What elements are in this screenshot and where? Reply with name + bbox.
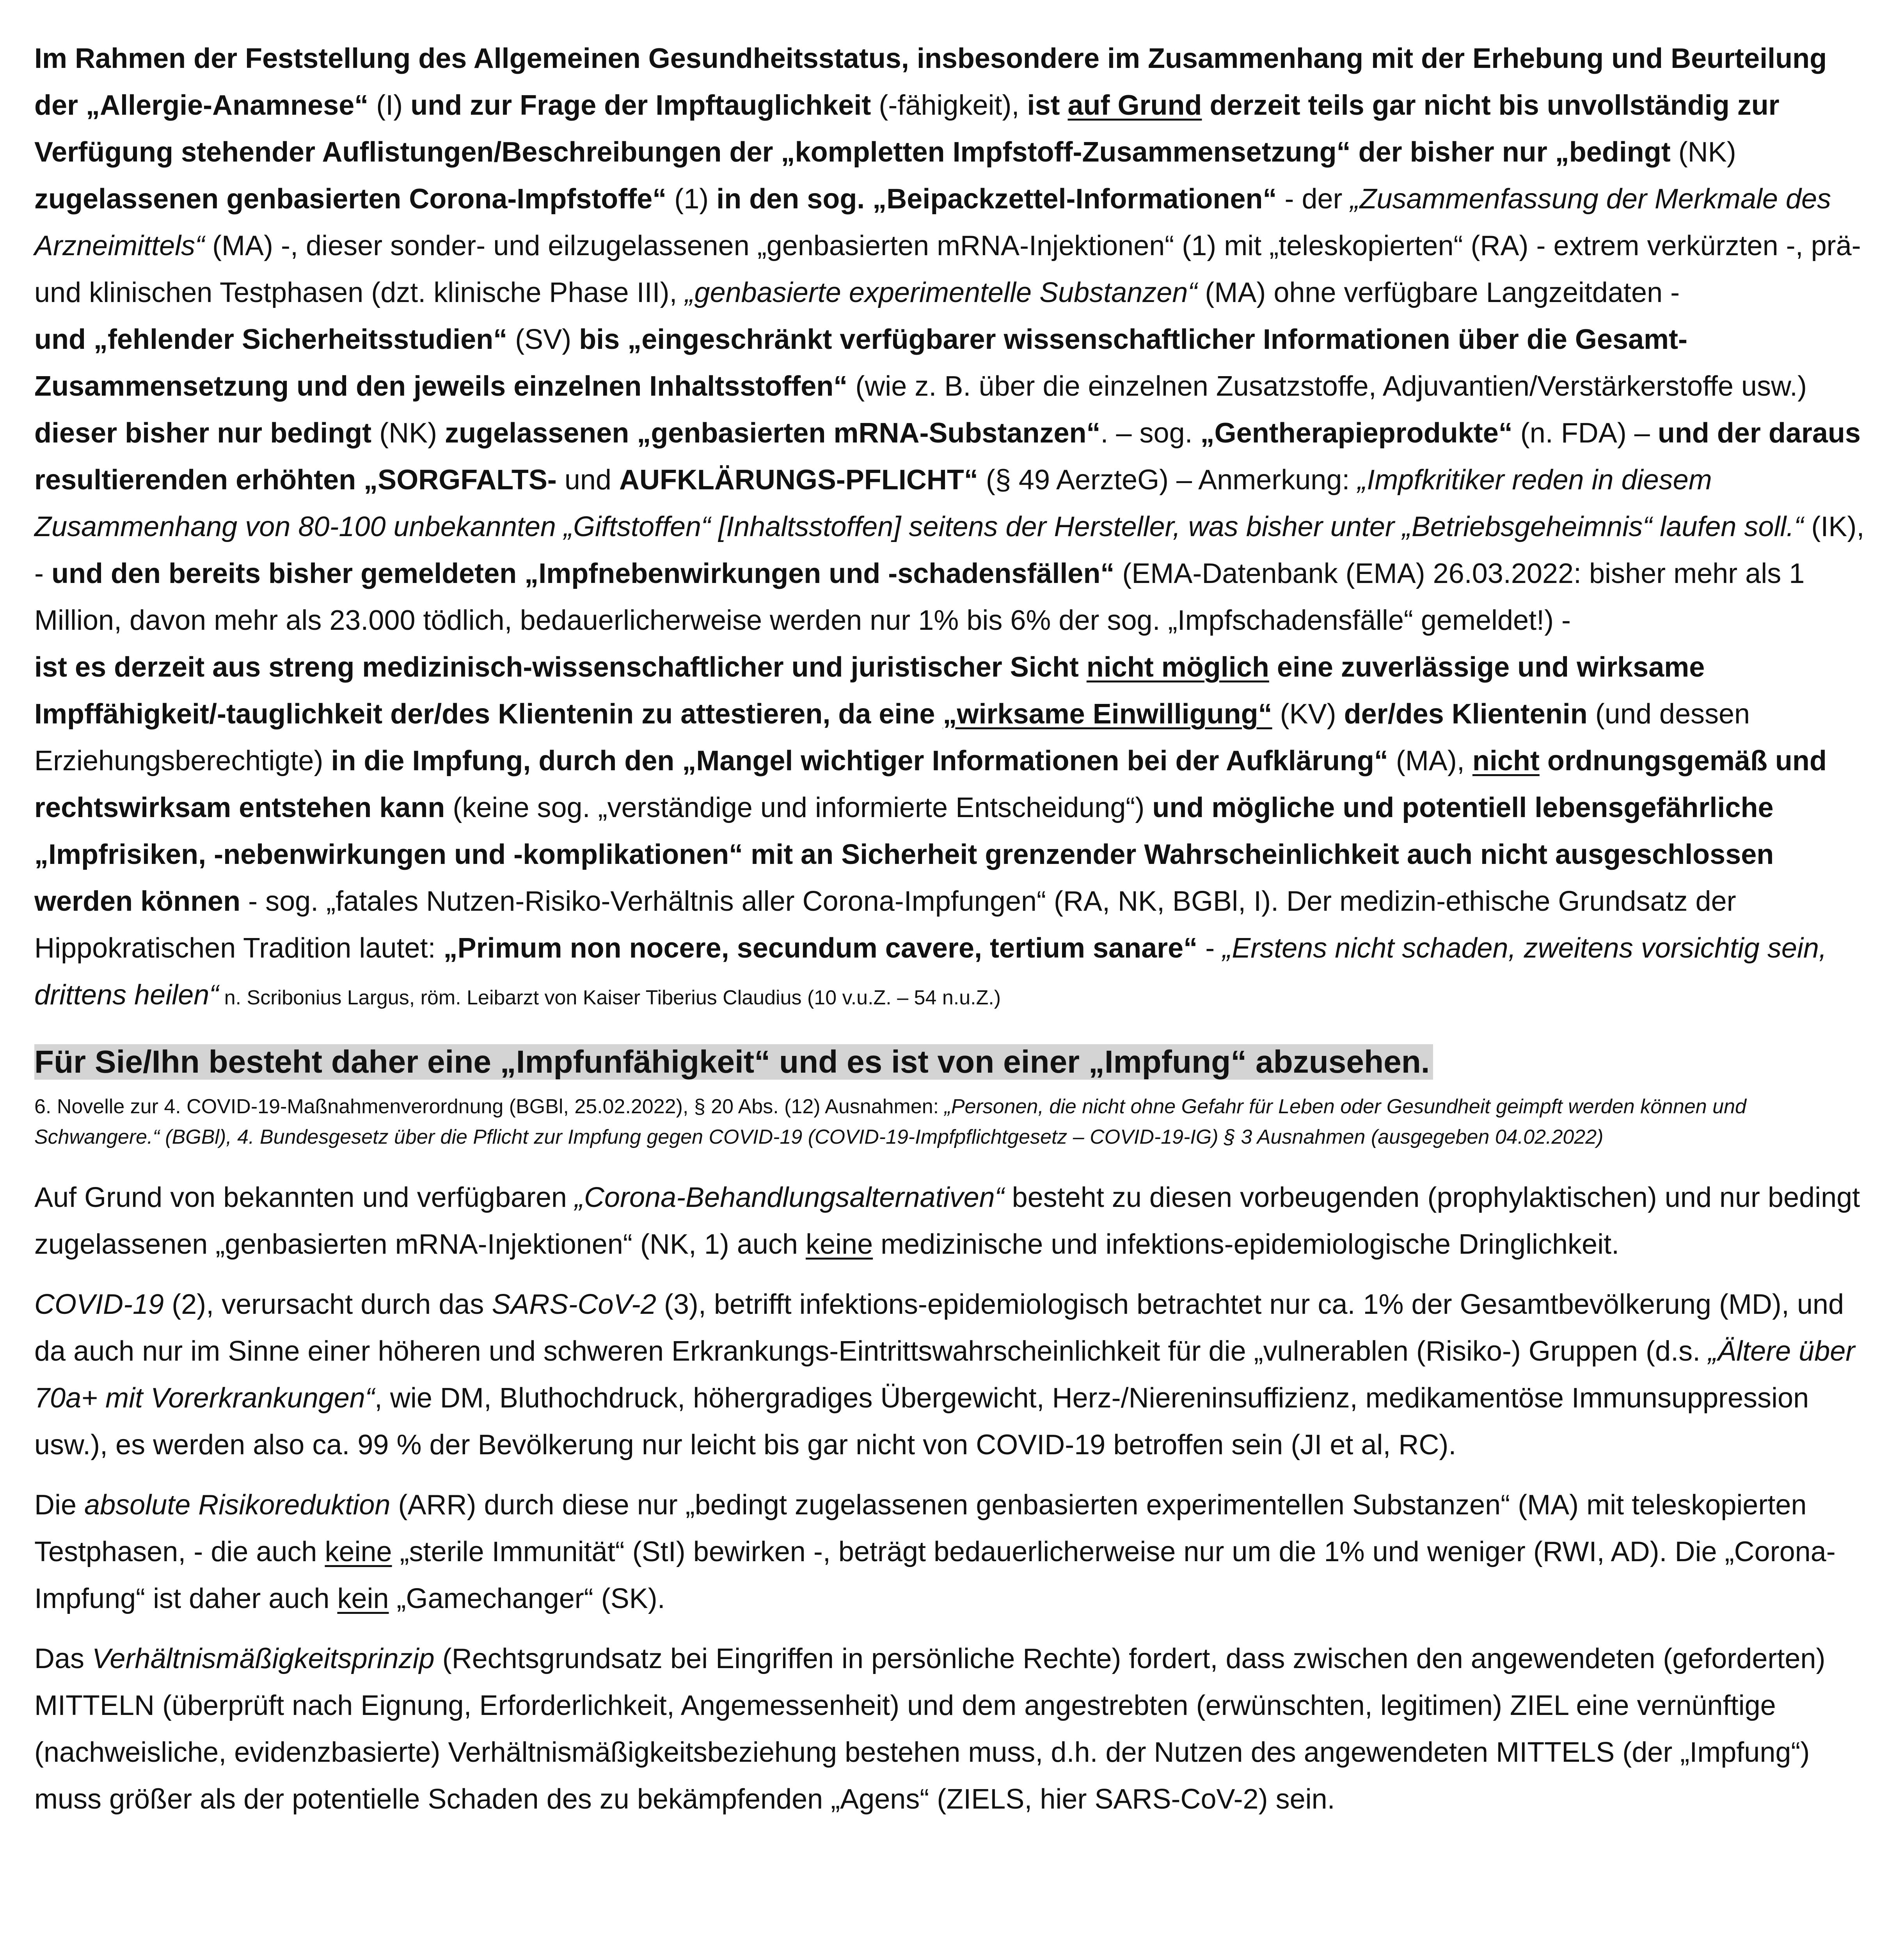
text-run: absolute Risikoreduktion [84, 1489, 391, 1521]
text-run: „Primum non nocere, secundum cavere, tertium sanare“ [443, 933, 1198, 964]
text-run: COVID-19 [34, 1289, 164, 1320]
text-run: , wie DM, Bluthochdruck, höhergradiges Übergewicht, Herz-/Niereninsuffizienz, medikamentöse Immunsuppression usw.), es werden also ca. 99 % der Bevölkerung nur leicht bis gar nicht von COVID-19 betroffen sein (JI et al, RC). [34, 1382, 1809, 1461]
text-run: (MA) -, dieser sonder- und eilzugelassenen „genbasierten mRNA-Injektionen“ (1) mit „teleskopierten“ (RA) - extrem verkürzten -, prä- und klinischen Testphasen (dzt. klinische Phase III), [34, 230, 1861, 308]
text-run: (keine sog. „verständige und informierte Entscheidung“) [445, 792, 1153, 823]
text-run: Verhältnismäßigkeitsprinzip [92, 1643, 435, 1674]
text-run: und „fehlender Sicherheitsstudien“ [34, 324, 508, 355]
text-run: „genbasierte experimentelle Substanzen“ [685, 277, 1197, 308]
text-run: (-fähigkeit), [871, 90, 1027, 121]
text-run: „sterile Immunität“ (StI) bewirken -, beträgt bedauerlicherweise nur um die 1% und weniger (RWI, AD). Die „Corona-Impfung“ ist daher auch [34, 1536, 1836, 1614]
text-run: (n. FDA) – [1512, 418, 1658, 449]
text-run: und der daraus resultierenden erhöhten „SORGFALTS- [34, 418, 1861, 496]
text-run: (NK) [371, 418, 445, 449]
paragraph-covid19-risk [34, 1281, 1876, 1468]
text-run: (I) [368, 90, 411, 121]
text-run: (MA) ohne verfügbare Langzeitdaten - [1197, 277, 1680, 308]
paragraph-allergy-anamnesis [34, 35, 1876, 316]
text-run: bis „eingeschränkt verfügbarer wissenschaftlicher Informationen über die Gesamt-Zusammensetzung und den jeweils einzelnen Inhaltsstoffen“ [34, 324, 1688, 402]
text-run: . – sog. [1100, 418, 1201, 449]
text-run: ist es derzeit aus streng medizinisch-wissenschaftlicher und juristischer Sicht [34, 652, 1087, 683]
text-run: 6. Novelle zur 4. COVID-19-Maßnahmenverordnung (BGBl, 25.02.2022), § 20 Abs. (12) Ausnahmen: [34, 1095, 945, 1118]
legal-reference [34, 1091, 1876, 1152]
paragraph-absolute-risk-reduction [34, 1482, 1876, 1622]
text-run: (ARR) durch diese nur „bedingt zugelassenen genbasierten experimentellen Substanzen“ (MA) mit teleskopierten Testphasen, - die auch [34, 1489, 1807, 1567]
text-run: nicht [1472, 745, 1540, 776]
text-run: keine [806, 1229, 873, 1260]
text-run: Die [34, 1489, 85, 1521]
text-run: „Gamechanger“ (SK). [389, 1583, 665, 1614]
document-page [34, 35, 1876, 1836]
text-run: (2), verursacht durch das [164, 1289, 492, 1320]
text-run: „Erstens nicht schaden, zweitens vorsichtig sein, drittens heilen“ [34, 933, 1827, 1011]
text-run: ordnungsgemäß und rechtswirksam entstehen kann [34, 745, 1827, 823]
text-run: „Gentherapieprodukte“ [1200, 418, 1513, 449]
text-run: (Rechtsgrundsatz bei Eingriffen in persönliche Rechte) fordert, dass zwischen den angewendeten (geforderten) MITTELN (überprüft nach Eignung, Erforderlichkeit, Angemessenheit) und dem angestrebten (erwünschten, legitimen) ZIEL eine vernünftige (nachweisliche, evidenzbasierte) Verhältnismäßigkeitsbeziehung bestehen muss, d.h. der Nutzen des angewendeten MITTELS (der „Impfung“) muss größer als der potentielle Schaden des zu bekämpfenden „Agens“ (ZIELS, hier SARS-CoV-2) sein. [34, 1643, 1826, 1815]
text-run: - der [1277, 183, 1350, 215]
text-run: SARS-CoV-2 [492, 1289, 656, 1320]
paragraph-proportionality-principle [34, 1635, 1876, 1823]
text-run: und zur Frage der Impftauglichkeit [410, 90, 871, 121]
text-run: n. Scribonius Largus, röm. Leibarzt von Kaiser Tiberius Claudius (10 v.u.Z. – 54 n.u.Z.) [218, 986, 1001, 1009]
text-run: Das [34, 1643, 92, 1674]
text-run: eine zuverlässige und wirksame Impffähigkeit/-tauglichkeit der/des Klientenin zu attestieren, da eine [34, 652, 1705, 730]
text-run: „Personen, die nicht ohne Gefahr für Leben oder Gesundheit geimpft werden können und Schwangere.“ (BGBl), 4. Bundesgesetz über die Pflicht zur Impfung gegen COVID-19 (COVID-19-Impfpflichtgesetz – COVID-19-IG) § 3 Ausnahmen (ausgegeben 04.02.2022) [34, 1095, 1746, 1148]
paragraph-safety-studies [34, 316, 1876, 644]
text-run: in die Impfung, durch den „Mangel wichtiger Informationen bei der Aufklärung“ [331, 745, 1388, 776]
text-run: Auf Grund von bekannten und verfügbaren [34, 1182, 575, 1213]
text-run: „Ältere über 70a+ mit Vorerkrankungen“ [34, 1336, 1855, 1414]
text-run: (und dessen Erziehungsberechtigte) [34, 698, 1750, 776]
text-run: dieser bisher nur bedingt [34, 418, 372, 449]
text-run: Im Rahmen der Feststellung des Allgemeinen Gesundheitsstatus, insbesondere im Zusammenhang mit der Erhebung und Beurteilung der „Allergie-Anamnese“ [34, 43, 1827, 121]
text-run: in den sog. „Beipackzettel-Informationen“ [716, 183, 1277, 215]
text-run: (3), betrifft infektions-epidemiologisch betrachtet nur ca. 1% der Gesamtbevölkerung (MD), und da auch nur im Sinne einer höheren und schweren Erkrankungs-Eintrittswahrscheinlichkeit für die „vulnerablen (Risiko-) Gruppen (d.s. [34, 1289, 1844, 1367]
paragraph-treatment-alternatives [34, 1174, 1876, 1268]
text-run: - sog. „fatales Nutzen-Risiko-Verhältnis aller Corona-Impfungen“ (RA, NK, BGBl, I). Der medizin-ethische Grundsatz der Hippokratischen Tradition lautet: [34, 886, 1736, 964]
text-run: „Zusammenfassung der Merkmale des Arzneimittels“ [34, 183, 1831, 261]
text-run: keine [325, 1536, 392, 1567]
highlight-block [34, 1037, 1876, 1087]
highlighted-statement: Für Sie/Ihn besteht daher eine „Impfunfähigkeit“ und es ist von einer „Impfung“ abzusehen. [34, 1044, 1433, 1080]
text-run: (EMA-Datenbank (EMA) 26.03.2022: bisher mehr als 1 Million, davon mehr als 23.000 tödlich, bedauerlicherweise werden nur 1% bis 6% der sog. „Impfschadensfälle“ gemeldet!) - [34, 558, 1805, 636]
text-run: und den bereits bisher gemeldeten „Impfnebenwirkungen und -schadensfällen“ [51, 558, 1115, 589]
text-run: kein [337, 1583, 389, 1614]
text-run: „Corona-Behandlungsalternativen“ [574, 1182, 1004, 1213]
text-run: (1) [666, 183, 717, 215]
text-run: (§ 49 AerzteG) – Anmerkung: [978, 464, 1358, 496]
text-run: (KV) [1272, 698, 1344, 730]
text-run: besteht zu diesen vorbeugenden (prophylaktischen) und nur bedingt zugelassenen „genbasierten mRNA-Injektionen“ (NK, 1) auch [34, 1182, 1860, 1260]
text-run: (wie z. B. über die einzelnen Zusatzstoffe, Adjuvantien/Verstärkerstoffe usw.) [847, 371, 1807, 402]
text-run: - [1197, 933, 1223, 964]
text-run: (MA), [1388, 745, 1472, 776]
text-run: nicht möglich [1086, 652, 1269, 683]
text-run: ist [1027, 90, 1068, 121]
text-run: zugelassenen „genbasierten mRNA-Substanzen“ [445, 418, 1101, 449]
text-run: „Impfkritiker reden in diesem Zusammenhang von 80-100 unbekannten „Giftstoffen“ [Inhaltsstoffen] seitens der Hersteller, was bisher unter „Betriebsgeheimnis“ laufen soll.“ [34, 464, 1804, 542]
text-run: der/des Klientenin [1344, 698, 1588, 730]
text-run: medizinische und infektions-epidemiologische Dringlichkeit. [873, 1229, 1620, 1260]
text-run: „wirksame Einwilligung“ [943, 698, 1272, 730]
text-run: (SV) [507, 324, 579, 355]
text-run: (NK) [1670, 137, 1736, 168]
text-run: und mögliche und potentiell lebensgefährliche „Impfrisiken, -nebenwirkungen und -komplikationen“ mit an Sicherheit grenzender Wahrscheinlichkeit auch nicht ausgeschlossen werden können [34, 792, 1774, 917]
text-run: derzeit teils gar nicht bis unvollständig zur Verfügung stehender Auflistungen/Beschreibungen der „kompletten Impfstoff-Zusammensetzung“ der bisher nur „bedingt [34, 90, 1780, 168]
text-run: (IK), - [34, 511, 1865, 589]
text-run: auf Grund [1067, 90, 1202, 121]
text-run: und [556, 464, 619, 496]
paragraph-conclusion [34, 644, 1876, 1021]
text-run: zugelassenen genbasierten Corona-Impfstoffe“ [34, 183, 667, 215]
text-run: AUFKLÄRUNGS-PFLICHT“ [619, 464, 978, 496]
